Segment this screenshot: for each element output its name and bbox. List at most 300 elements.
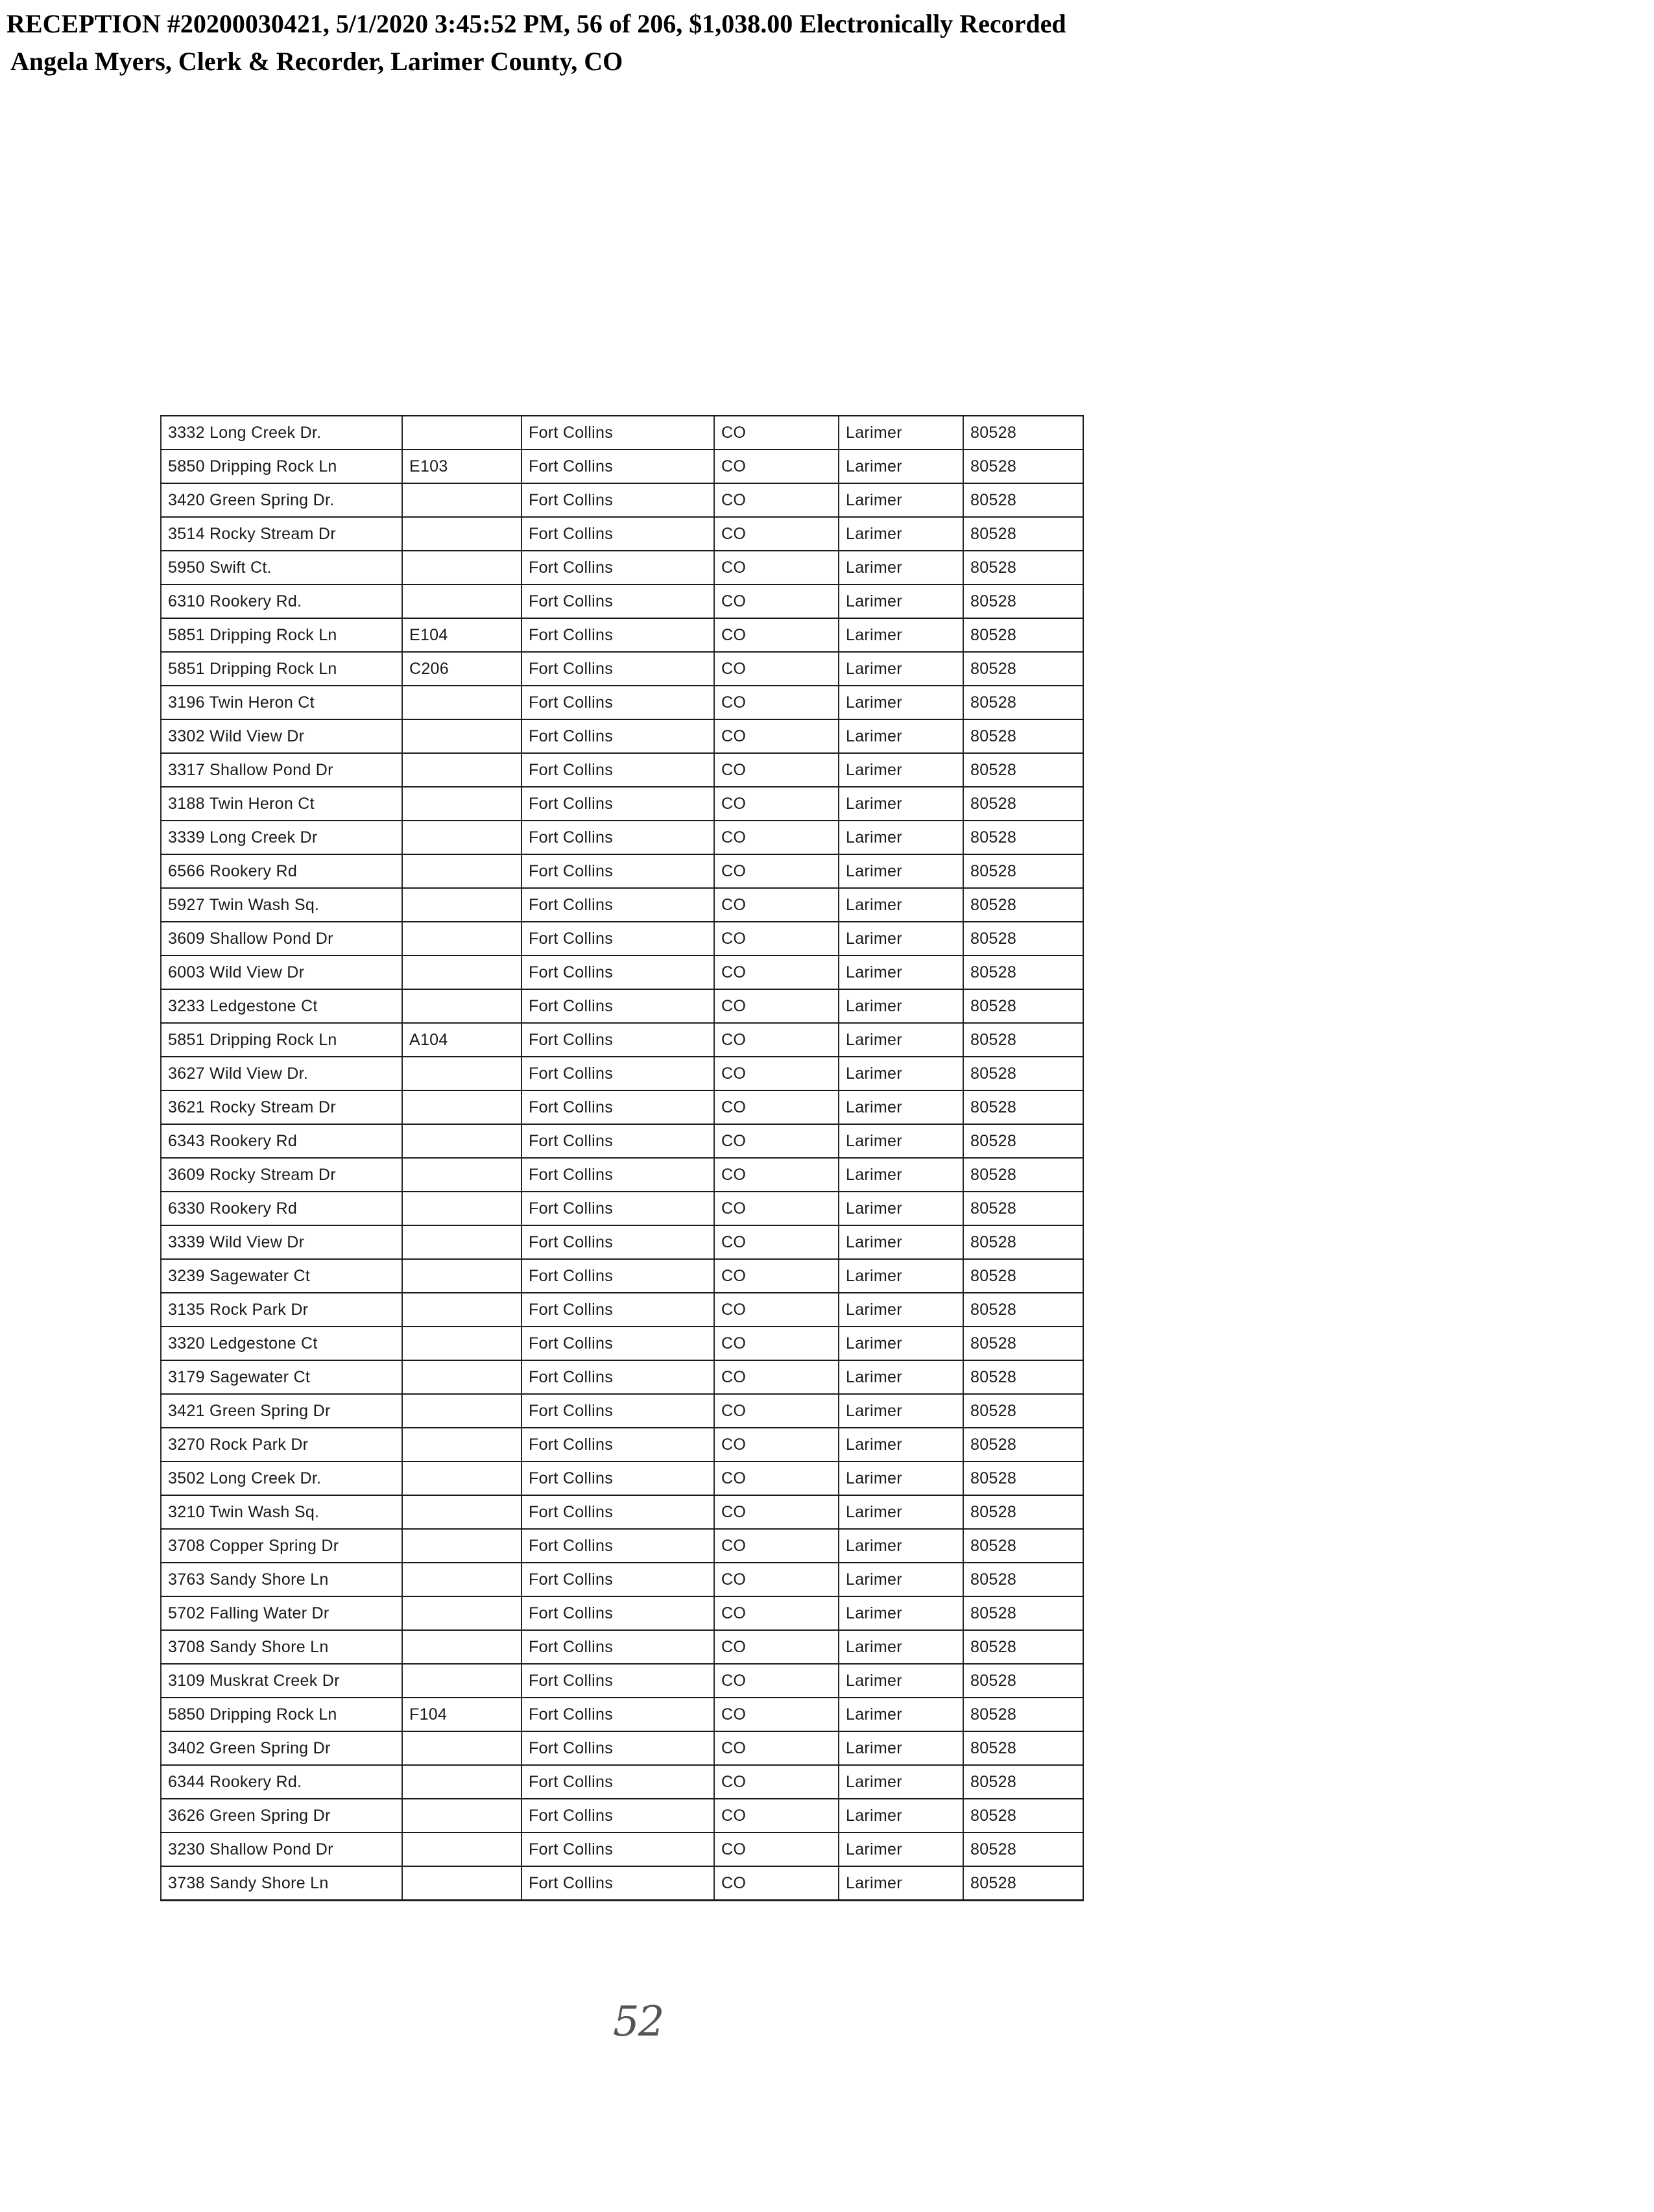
street-address-cell: 5851 Dripping Rock Ln — [161, 618, 402, 652]
unit-cell — [402, 1529, 521, 1563]
unit-cell — [402, 1495, 521, 1529]
city-cell: Fort Collins — [521, 787, 714, 821]
zip-cell: 80528 — [963, 854, 1083, 888]
street-address-cell: 6003 Wild View Dr — [161, 956, 402, 989]
county-cell: Larimer — [839, 1765, 963, 1799]
state-cell: CO — [714, 1023, 839, 1057]
state-cell: CO — [714, 483, 839, 517]
city-cell: Fort Collins — [521, 1731, 714, 1765]
street-address-cell: 3626 Green Spring Dr — [161, 1799, 402, 1833]
city-cell: Fort Collins — [521, 450, 714, 483]
unit-cell — [402, 1731, 521, 1765]
county-cell: Larimer — [839, 1461, 963, 1495]
city-cell: Fort Collins — [521, 1799, 714, 1833]
unit-cell — [402, 1124, 521, 1158]
county-cell: Larimer — [839, 753, 963, 787]
state-cell: CO — [714, 888, 839, 922]
street-address-cell: 3135 Rock Park Dr — [161, 1293, 402, 1327]
table-row — [161, 1563, 1083, 1596]
city-cell: Fort Collins — [521, 1394, 714, 1428]
street-address-cell: 3609 Shallow Pond Dr — [161, 922, 402, 956]
unit-cell — [402, 1799, 521, 1833]
state-cell: CO — [714, 854, 839, 888]
state-cell: CO — [714, 1630, 839, 1664]
city-cell: Fort Collins — [521, 1529, 714, 1563]
unit-cell — [402, 719, 521, 753]
zip-cell: 80528 — [963, 1664, 1083, 1698]
county-cell: Larimer — [839, 1225, 963, 1259]
city-cell: Fort Collins — [521, 1158, 714, 1192]
city-cell: Fort Collins — [521, 1866, 714, 1901]
city-cell: Fort Collins — [521, 1495, 714, 1529]
city-cell: Fort Collins — [521, 483, 714, 517]
state-cell: CO — [714, 1225, 839, 1259]
unit-cell — [402, 1833, 521, 1866]
state-cell: CO — [714, 416, 839, 450]
unit-cell: F104 — [402, 1698, 521, 1731]
street-address-cell: 3233 Ledgestone Ct — [161, 989, 402, 1023]
table-row — [161, 1293, 1083, 1327]
city-cell: Fort Collins — [521, 1563, 714, 1596]
street-address-cell: 3317 Shallow Pond Dr — [161, 753, 402, 787]
city-cell: Fort Collins — [521, 1698, 714, 1731]
zip-cell: 80528 — [963, 1225, 1083, 1259]
state-cell: CO — [714, 1866, 839, 1901]
zip-cell: 80528 — [963, 989, 1083, 1023]
table-row — [161, 517, 1083, 551]
county-cell: Larimer — [839, 551, 963, 584]
state-cell: CO — [714, 787, 839, 821]
street-address-cell: 3302 Wild View Dr — [161, 719, 402, 753]
street-address-cell: 3210 Twin Wash Sq. — [161, 1495, 402, 1529]
state-cell: CO — [714, 1428, 839, 1461]
unit-cell — [402, 483, 521, 517]
city-cell: Fort Collins — [521, 618, 714, 652]
zip-cell: 80528 — [963, 584, 1083, 618]
street-address-cell: 3332 Long Creek Dr. — [161, 416, 402, 450]
zip-cell: 80528 — [963, 1360, 1083, 1394]
city-cell: Fort Collins — [521, 719, 714, 753]
table-row — [161, 1394, 1083, 1428]
street-address-cell: 5851 Dripping Rock Ln — [161, 652, 402, 686]
zip-cell: 80528 — [963, 1192, 1083, 1225]
county-cell: Larimer — [839, 1293, 963, 1327]
city-cell: Fort Collins — [521, 956, 714, 989]
zip-cell: 80528 — [963, 719, 1083, 753]
table-row — [161, 1158, 1083, 1192]
county-cell: Larimer — [839, 1428, 963, 1461]
unit-cell — [402, 1428, 521, 1461]
city-cell: Fort Collins — [521, 517, 714, 551]
table-row — [161, 753, 1083, 787]
street-address-cell: 5851 Dripping Rock Ln — [161, 1023, 402, 1057]
street-address-cell: 3239 Sagewater Ct — [161, 1259, 402, 1293]
city-cell: Fort Collins — [521, 416, 714, 450]
table-row — [161, 1461, 1083, 1495]
table-row — [161, 1664, 1083, 1698]
unit-cell — [402, 1563, 521, 1596]
unit-cell — [402, 1866, 521, 1901]
table-row — [161, 854, 1083, 888]
city-cell: Fort Collins — [521, 888, 714, 922]
unit-cell — [402, 1360, 521, 1394]
unit-cell — [402, 1765, 521, 1799]
unit-cell: A104 — [402, 1023, 521, 1057]
unit-cell — [402, 686, 521, 719]
state-cell: CO — [714, 1563, 839, 1596]
table-row — [161, 1529, 1083, 1563]
state-cell: CO — [714, 1765, 839, 1799]
city-cell: Fort Collins — [521, 989, 714, 1023]
recorder-line: Angela Myers, Clerk & Recorder, Larimer County, CO — [10, 47, 623, 76]
unit-cell — [402, 1057, 521, 1090]
county-cell: Larimer — [839, 1495, 963, 1529]
city-cell: Fort Collins — [521, 854, 714, 888]
state-cell: CO — [714, 1799, 839, 1833]
zip-cell: 80528 — [963, 956, 1083, 989]
table-row — [161, 1596, 1083, 1630]
city-cell: Fort Collins — [521, 1259, 714, 1293]
zip-cell: 80528 — [963, 1057, 1083, 1090]
county-cell: Larimer — [839, 1124, 963, 1158]
zip-cell: 80528 — [963, 1866, 1083, 1901]
state-cell: CO — [714, 1529, 839, 1563]
state-cell: CO — [714, 1495, 839, 1529]
table-row — [161, 1765, 1083, 1799]
table-row — [161, 450, 1083, 483]
zip-cell: 80528 — [963, 821, 1083, 854]
street-address-cell: 3339 Long Creek Dr — [161, 821, 402, 854]
county-cell: Larimer — [839, 686, 963, 719]
city-cell: Fort Collins — [521, 1360, 714, 1394]
county-cell: Larimer — [839, 1023, 963, 1057]
unit-cell — [402, 922, 521, 956]
unit-cell: E103 — [402, 450, 521, 483]
county-cell: Larimer — [839, 1090, 963, 1124]
state-cell: CO — [714, 1394, 839, 1428]
street-address-cell: 6343 Rookery Rd — [161, 1124, 402, 1158]
zip-cell: 80528 — [963, 1394, 1083, 1428]
state-cell: CO — [714, 1124, 839, 1158]
county-cell: Larimer — [839, 584, 963, 618]
street-address-cell: 3708 Sandy Shore Ln — [161, 1630, 402, 1664]
table-row — [161, 1327, 1083, 1360]
street-address-cell: 3421 Green Spring Dr — [161, 1394, 402, 1428]
city-cell: Fort Collins — [521, 652, 714, 686]
table-row — [161, 922, 1083, 956]
zip-cell: 80528 — [963, 787, 1083, 821]
table-row — [161, 1428, 1083, 1461]
street-address-cell: 5702 Falling Water Dr — [161, 1596, 402, 1630]
street-address-cell: 3502 Long Creek Dr. — [161, 1461, 402, 1495]
county-cell: Larimer — [839, 888, 963, 922]
street-address-cell: 6330 Rookery Rd — [161, 1192, 402, 1225]
county-cell: Larimer — [839, 1799, 963, 1833]
county-cell: Larimer — [839, 1327, 963, 1360]
zip-cell: 80528 — [963, 1327, 1083, 1360]
street-address-cell: 3420 Green Spring Dr. — [161, 483, 402, 517]
zip-cell: 80528 — [963, 922, 1083, 956]
unit-cell — [402, 854, 521, 888]
state-cell: CO — [714, 1596, 839, 1630]
unit-cell — [402, 787, 521, 821]
address-table-body — [161, 416, 1083, 1901]
state-cell: CO — [714, 517, 839, 551]
table-row — [161, 956, 1083, 989]
street-address-cell: 3627 Wild View Dr. — [161, 1057, 402, 1090]
zip-cell: 80528 — [963, 1698, 1083, 1731]
state-cell: CO — [714, 821, 839, 854]
county-cell: Larimer — [839, 1664, 963, 1698]
street-address-cell: 3230 Shallow Pond Dr — [161, 1833, 402, 1866]
street-address-cell: 3708 Copper Spring Dr — [161, 1529, 402, 1563]
unit-cell — [402, 1664, 521, 1698]
county-cell: Larimer — [839, 1596, 963, 1630]
zip-cell: 80528 — [963, 888, 1083, 922]
state-cell: CO — [714, 618, 839, 652]
unit-cell — [402, 1259, 521, 1293]
city-cell: Fort Collins — [521, 1428, 714, 1461]
state-cell: CO — [714, 1698, 839, 1731]
street-address-cell: 3320 Ledgestone Ct — [161, 1327, 402, 1360]
table-row — [161, 618, 1083, 652]
city-cell: Fort Collins — [521, 1596, 714, 1630]
unit-cell — [402, 1225, 521, 1259]
zip-cell: 80528 — [963, 1765, 1083, 1799]
table-row — [161, 1225, 1083, 1259]
zip-cell: 80528 — [963, 517, 1083, 551]
reception-line: RECEPTION #20200030421, 5/1/2020 3:45:52 PM, 56 of 206, $1,038.00 Electronically Recorded — [6, 9, 1066, 38]
city-cell: Fort Collins — [521, 1630, 714, 1664]
zip-cell: 80528 — [963, 686, 1083, 719]
street-address-cell: 3763 Sandy Shore Ln — [161, 1563, 402, 1596]
city-cell: Fort Collins — [521, 551, 714, 584]
state-cell: CO — [714, 922, 839, 956]
unit-cell — [402, 888, 521, 922]
city-cell: Fort Collins — [521, 922, 714, 956]
unit-cell — [402, 1192, 521, 1225]
county-cell: Larimer — [839, 922, 963, 956]
street-address-cell: 3109 Muskrat Creek Dr — [161, 1664, 402, 1698]
street-address-cell: 6310 Rookery Rd. — [161, 584, 402, 618]
table-row — [161, 1124, 1083, 1158]
zip-cell: 80528 — [963, 416, 1083, 450]
county-cell: Larimer — [839, 1394, 963, 1428]
table-row — [161, 1495, 1083, 1529]
street-address-cell: 3196 Twin Heron Ct — [161, 686, 402, 719]
table-row — [161, 1023, 1083, 1057]
table-row — [161, 686, 1083, 719]
city-cell: Fort Collins — [521, 1225, 714, 1259]
county-cell: Larimer — [839, 1731, 963, 1765]
table-row — [161, 787, 1083, 821]
state-cell: CO — [714, 1293, 839, 1327]
county-cell: Larimer — [839, 854, 963, 888]
street-address-cell: 3514 Rocky Stream Dr — [161, 517, 402, 551]
zip-cell: 80528 — [963, 1596, 1083, 1630]
table-row — [161, 1360, 1083, 1394]
zip-cell: 80528 — [963, 483, 1083, 517]
street-address-cell: 3270 Rock Park Dr — [161, 1428, 402, 1461]
unit-cell: E104 — [402, 618, 521, 652]
county-cell: Larimer — [839, 618, 963, 652]
county-cell: Larimer — [839, 1563, 963, 1596]
city-cell: Fort Collins — [521, 584, 714, 618]
county-cell: Larimer — [839, 719, 963, 753]
city-cell: Fort Collins — [521, 821, 714, 854]
city-cell: Fort Collins — [521, 686, 714, 719]
zip-cell: 80528 — [963, 1090, 1083, 1124]
city-cell: Fort Collins — [521, 1023, 714, 1057]
state-cell: CO — [714, 719, 839, 753]
street-address-cell: 3179 Sagewater Ct — [161, 1360, 402, 1394]
zip-cell: 80528 — [963, 652, 1083, 686]
unit-cell — [402, 989, 521, 1023]
street-address-cell: 3188 Twin Heron Ct — [161, 787, 402, 821]
unit-cell — [402, 1394, 521, 1428]
unit-cell — [402, 1158, 521, 1192]
zip-cell: 80528 — [963, 1731, 1083, 1765]
table-row — [161, 888, 1083, 922]
zip-cell: 80528 — [963, 1833, 1083, 1866]
zip-cell: 80528 — [963, 1259, 1083, 1293]
county-cell: Larimer — [839, 989, 963, 1023]
county-cell: Larimer — [839, 787, 963, 821]
zip-cell: 80528 — [963, 1124, 1083, 1158]
state-cell: CO — [714, 652, 839, 686]
street-address-cell: 3621 Rocky Stream Dr — [161, 1090, 402, 1124]
city-cell: Fort Collins — [521, 1765, 714, 1799]
state-cell: CO — [714, 450, 839, 483]
state-cell: CO — [714, 686, 839, 719]
zip-cell: 80528 — [963, 551, 1083, 584]
county-cell: Larimer — [839, 1529, 963, 1563]
county-cell: Larimer — [839, 483, 963, 517]
county-cell: Larimer — [839, 517, 963, 551]
table-row — [161, 821, 1083, 854]
unit-cell: C206 — [402, 652, 521, 686]
zip-cell: 80528 — [963, 753, 1083, 787]
state-cell: CO — [714, 1327, 839, 1360]
zip-cell: 80528 — [963, 1293, 1083, 1327]
table-row — [161, 989, 1083, 1023]
county-cell: Larimer — [839, 1259, 963, 1293]
table-row — [161, 1833, 1083, 1866]
city-cell: Fort Collins — [521, 1124, 714, 1158]
unit-cell — [402, 584, 521, 618]
unit-cell — [402, 1596, 521, 1630]
state-cell: CO — [714, 551, 839, 584]
table-row — [161, 584, 1083, 618]
zip-cell: 80528 — [963, 1428, 1083, 1461]
table-row — [161, 1090, 1083, 1124]
county-cell: Larimer — [839, 652, 963, 686]
unit-cell — [402, 551, 521, 584]
zip-cell: 80528 — [963, 1158, 1083, 1192]
state-cell: CO — [714, 989, 839, 1023]
handwritten-page-number: 52 — [613, 1998, 664, 2046]
table-row — [161, 416, 1083, 450]
city-cell: Fort Collins — [521, 1057, 714, 1090]
unit-cell — [402, 1327, 521, 1360]
state-cell: CO — [714, 1461, 839, 1495]
county-cell: Larimer — [839, 956, 963, 989]
state-cell: CO — [714, 1192, 839, 1225]
city-cell: Fort Collins — [521, 1664, 714, 1698]
street-address-cell: 3402 Green Spring Dr — [161, 1731, 402, 1765]
table-row — [161, 551, 1083, 584]
street-address-cell: 5927 Twin Wash Sq. — [161, 888, 402, 922]
table-row — [161, 719, 1083, 753]
city-cell: Fort Collins — [521, 1293, 714, 1327]
city-cell: Fort Collins — [521, 1327, 714, 1360]
unit-cell — [402, 517, 521, 551]
city-cell: Fort Collins — [521, 753, 714, 787]
table-row — [161, 1259, 1083, 1293]
table-row — [161, 1630, 1083, 1664]
table-row — [161, 1057, 1083, 1090]
zip-cell: 80528 — [963, 1799, 1083, 1833]
county-cell: Larimer — [839, 1360, 963, 1394]
zip-cell: 80528 — [963, 1563, 1083, 1596]
state-cell: CO — [714, 1731, 839, 1765]
state-cell: CO — [714, 956, 839, 989]
state-cell: CO — [714, 753, 839, 787]
city-cell: Fort Collins — [521, 1833, 714, 1866]
table-row — [161, 1731, 1083, 1765]
street-address-cell: 3738 Sandy Shore Ln — [161, 1866, 402, 1901]
recording-header — [6, 5, 1066, 80]
table-row — [161, 1866, 1083, 1901]
city-cell: Fort Collins — [521, 1192, 714, 1225]
county-cell: Larimer — [839, 1630, 963, 1664]
zip-cell: 80528 — [963, 1630, 1083, 1664]
state-cell: CO — [714, 1360, 839, 1394]
street-address-cell: 6344 Rookery Rd. — [161, 1765, 402, 1799]
unit-cell — [402, 416, 521, 450]
zip-cell: 80528 — [963, 1023, 1083, 1057]
county-cell: Larimer — [839, 1158, 963, 1192]
street-address-cell: 5950 Swift Ct. — [161, 551, 402, 584]
zip-cell: 80528 — [963, 1529, 1083, 1563]
city-cell: Fort Collins — [521, 1090, 714, 1124]
table-row — [161, 652, 1083, 686]
table-row — [161, 1698, 1083, 1731]
table-row — [161, 1799, 1083, 1833]
zip-cell: 80528 — [963, 618, 1083, 652]
unit-cell — [402, 1461, 521, 1495]
zip-cell: 80528 — [963, 450, 1083, 483]
county-cell: Larimer — [839, 1057, 963, 1090]
state-cell: CO — [714, 1259, 839, 1293]
table-row — [161, 483, 1083, 517]
state-cell: CO — [714, 1158, 839, 1192]
unit-cell — [402, 1293, 521, 1327]
unit-cell — [402, 821, 521, 854]
street-address-cell: 5850 Dripping Rock Ln — [161, 1698, 402, 1731]
state-cell: CO — [714, 1664, 839, 1698]
address-table — [160, 415, 1084, 1901]
county-cell: Larimer — [839, 450, 963, 483]
unit-cell — [402, 956, 521, 989]
county-cell: Larimer — [839, 416, 963, 450]
county-cell: Larimer — [839, 1866, 963, 1901]
county-cell: Larimer — [839, 1698, 963, 1731]
county-cell: Larimer — [839, 1192, 963, 1225]
state-cell: CO — [714, 1057, 839, 1090]
table-row — [161, 1192, 1083, 1225]
city-cell: Fort Collins — [521, 1461, 714, 1495]
